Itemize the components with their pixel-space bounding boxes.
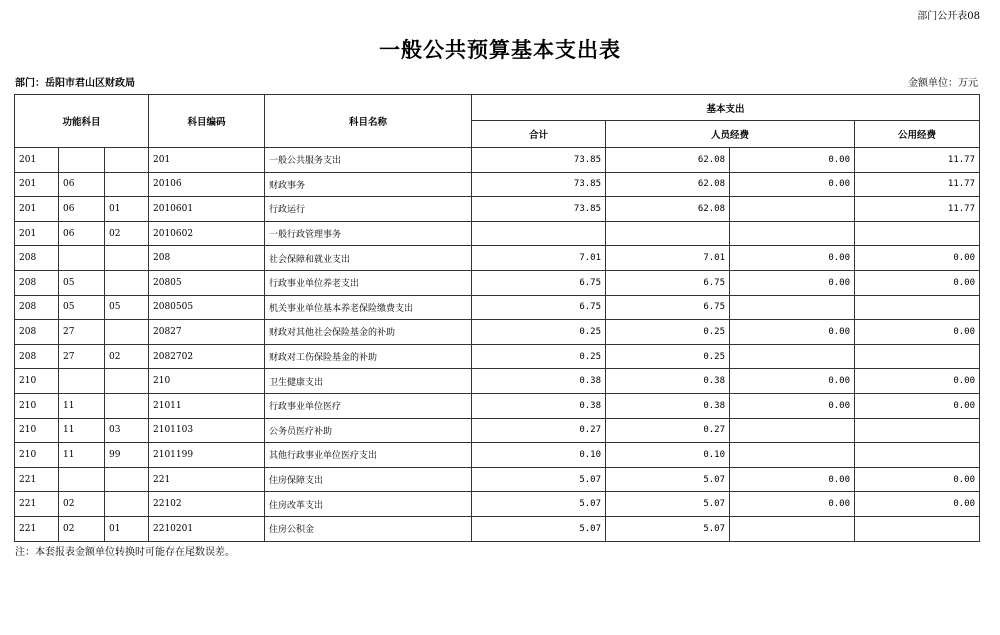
table-row bbox=[15, 344, 980, 369]
personnel-cell: 0.38 bbox=[606, 393, 730, 418]
subject-name-cell: 住房公积金 bbox=[265, 516, 472, 541]
public-cell: 0.00 bbox=[855, 270, 980, 295]
item-code-cell: 01 bbox=[105, 197, 149, 222]
class-code-cell: 208 bbox=[15, 295, 59, 320]
personnel-cell: 62.08 bbox=[606, 172, 730, 197]
header-total: 合计 bbox=[472, 121, 606, 148]
header-personnel: 人员经费 bbox=[606, 121, 855, 148]
public-cell: 0.00 bbox=[855, 320, 980, 345]
class-code-cell: 208 bbox=[15, 246, 59, 271]
class-code-cell: 208 bbox=[15, 270, 59, 295]
header-row-1 bbox=[15, 95, 980, 121]
total-cell: 0.10 bbox=[472, 443, 606, 468]
personnel-cell: 0.38 bbox=[606, 369, 730, 394]
personnel-sub-cell bbox=[730, 516, 855, 541]
public-cell bbox=[855, 295, 980, 320]
item-code-cell bbox=[105, 393, 149, 418]
table-row bbox=[15, 467, 980, 492]
class-code-cell: 221 bbox=[15, 492, 59, 517]
item-code-cell: 02 bbox=[105, 344, 149, 369]
personnel-sub-cell: 0.00 bbox=[730, 246, 855, 271]
public-cell bbox=[855, 516, 980, 541]
personnel-cell bbox=[606, 221, 730, 246]
subject-name-cell: 住房改革支出 bbox=[265, 492, 472, 517]
personnel-cell: 7.01 bbox=[606, 246, 730, 271]
subject-name-cell: 机关事业单位基本养老保险缴费支出 bbox=[265, 295, 472, 320]
personnel-sub-cell: 0.00 bbox=[730, 148, 855, 173]
public-cell: 0.00 bbox=[855, 492, 980, 517]
budget-table bbox=[14, 94, 980, 542]
personnel-sub-cell: 0.00 bbox=[730, 369, 855, 394]
public-cell bbox=[855, 221, 980, 246]
item-code-cell: 02 bbox=[105, 221, 149, 246]
class-code-cell: 208 bbox=[15, 344, 59, 369]
class-code-cell: 201 bbox=[15, 172, 59, 197]
subject-name-cell: 住房保障支出 bbox=[265, 467, 472, 492]
header-subject-name: 科目名称 bbox=[265, 95, 472, 148]
public-cell: 0.00 bbox=[855, 246, 980, 271]
personnel-cell: 6.75 bbox=[606, 295, 730, 320]
public-cell: 11.77 bbox=[855, 148, 980, 173]
table-row bbox=[15, 221, 980, 246]
subject-code-cell: 210 bbox=[149, 369, 265, 394]
table-row bbox=[15, 369, 980, 394]
class-code-cell: 210 bbox=[15, 369, 59, 394]
section-code-cell: 27 bbox=[59, 320, 105, 345]
personnel-sub-cell: 0.00 bbox=[730, 270, 855, 295]
class-code-cell: 221 bbox=[15, 467, 59, 492]
personnel-sub-cell: 0.00 bbox=[730, 172, 855, 197]
table-row bbox=[15, 516, 980, 541]
personnel-sub-cell bbox=[730, 221, 855, 246]
total-cell: 73.85 bbox=[472, 172, 606, 197]
personnel-cell: 5.07 bbox=[606, 492, 730, 517]
public-cell: 0.00 bbox=[855, 369, 980, 394]
footnote: 注：本套报表金额单位转换时可能存在尾数误差。 bbox=[15, 547, 235, 558]
subject-code-cell: 2080505 bbox=[149, 295, 265, 320]
personnel-cell: 5.07 bbox=[606, 467, 730, 492]
section-code-cell: 11 bbox=[59, 418, 105, 443]
public-cell bbox=[855, 418, 980, 443]
subject-code-cell: 2010601 bbox=[149, 197, 265, 222]
subject-name-cell: 行政运行 bbox=[265, 197, 472, 222]
total-cell: 6.75 bbox=[472, 295, 606, 320]
subject-code-cell: 2010602 bbox=[149, 221, 265, 246]
public-cell: 0.00 bbox=[855, 467, 980, 492]
subject-name-cell: 财政对其他社会保险基金的补助 bbox=[265, 320, 472, 345]
section-code-cell bbox=[59, 246, 105, 271]
subject-code-cell: 2101199 bbox=[149, 443, 265, 468]
public-cell bbox=[855, 344, 980, 369]
subject-name-cell: 财政事务 bbox=[265, 172, 472, 197]
personnel-cell: 6.75 bbox=[606, 270, 730, 295]
item-code-cell bbox=[105, 270, 149, 295]
section-code-cell: 02 bbox=[59, 492, 105, 517]
total-cell: 5.07 bbox=[472, 516, 606, 541]
section-code-cell: 06 bbox=[59, 197, 105, 222]
personnel-cell: 62.08 bbox=[606, 148, 730, 173]
table-row bbox=[15, 270, 980, 295]
subject-code-cell: 21011 bbox=[149, 393, 265, 418]
total-cell: 73.85 bbox=[472, 197, 606, 222]
total-cell: 0.27 bbox=[472, 418, 606, 443]
personnel-cell: 5.07 bbox=[606, 516, 730, 541]
personnel-sub-cell bbox=[730, 418, 855, 443]
subject-name-cell: 行政事业单位养老支出 bbox=[265, 270, 472, 295]
header-public: 公用经费 bbox=[855, 121, 980, 148]
class-code-cell: 210 bbox=[15, 393, 59, 418]
item-code-cell bbox=[105, 320, 149, 345]
section-code-cell: 11 bbox=[59, 393, 105, 418]
personnel-cell: 0.10 bbox=[606, 443, 730, 468]
personnel-sub-cell: 0.00 bbox=[730, 467, 855, 492]
total-cell: 5.07 bbox=[472, 467, 606, 492]
subject-name-cell: 其他行政事业单位医疗支出 bbox=[265, 443, 472, 468]
item-code-cell bbox=[105, 467, 149, 492]
public-cell bbox=[855, 443, 980, 468]
section-code-cell: 06 bbox=[59, 221, 105, 246]
subject-code-cell: 2082702 bbox=[149, 344, 265, 369]
item-code-cell: 99 bbox=[105, 443, 149, 468]
personnel-sub-cell bbox=[730, 295, 855, 320]
public-cell: 0.00 bbox=[855, 393, 980, 418]
personnel-cell: 62.08 bbox=[606, 197, 730, 222]
form-code: 部门公开表08 bbox=[917, 11, 980, 22]
total-cell: 0.38 bbox=[472, 393, 606, 418]
personnel-sub-cell: 0.00 bbox=[730, 320, 855, 345]
item-code-cell: 03 bbox=[105, 418, 149, 443]
personnel-cell: 0.25 bbox=[606, 344, 730, 369]
class-code-cell: 201 bbox=[15, 221, 59, 246]
personnel-sub-cell bbox=[730, 443, 855, 468]
personnel-sub-cell bbox=[730, 197, 855, 222]
total-cell: 0.38 bbox=[472, 369, 606, 394]
table-row bbox=[15, 492, 980, 517]
table-row bbox=[15, 295, 980, 320]
table-row bbox=[15, 418, 980, 443]
personnel-cell: 0.25 bbox=[606, 320, 730, 345]
subject-code-cell: 20827 bbox=[149, 320, 265, 345]
public-cell: 11.77 bbox=[855, 172, 980, 197]
subject-code-cell: 22102 bbox=[149, 492, 265, 517]
subject-name-cell: 公务员医疗补助 bbox=[265, 418, 472, 443]
class-code-cell: 210 bbox=[15, 418, 59, 443]
subject-code-cell: 221 bbox=[149, 467, 265, 492]
total-cell bbox=[472, 221, 606, 246]
section-code-cell: 05 bbox=[59, 270, 105, 295]
total-cell: 7.01 bbox=[472, 246, 606, 271]
section-code-cell bbox=[59, 148, 105, 173]
subject-code-cell: 20805 bbox=[149, 270, 265, 295]
amount-unit-label: 金额单位：万元 bbox=[908, 78, 978, 89]
class-code-cell: 201 bbox=[15, 148, 59, 173]
personnel-sub-cell: 0.00 bbox=[730, 393, 855, 418]
item-code-cell bbox=[105, 369, 149, 394]
header-basic-expenditure: 基本支出 bbox=[472, 95, 980, 121]
table-row bbox=[15, 443, 980, 468]
subject-code-cell: 2210201 bbox=[149, 516, 265, 541]
total-cell: 73.85 bbox=[472, 148, 606, 173]
subject-code-cell: 208 bbox=[149, 246, 265, 271]
class-code-cell: 201 bbox=[15, 197, 59, 222]
subject-code-cell: 2101103 bbox=[149, 418, 265, 443]
table-row bbox=[15, 172, 980, 197]
budget-table-body bbox=[15, 148, 980, 542]
item-code-cell bbox=[105, 148, 149, 173]
section-code-cell: 27 bbox=[59, 344, 105, 369]
personnel-sub-cell bbox=[730, 344, 855, 369]
subject-code-cell: 20106 bbox=[149, 172, 265, 197]
item-code-cell bbox=[105, 172, 149, 197]
subject-name-cell: 财政对工伤保险基金的补助 bbox=[265, 344, 472, 369]
table-row bbox=[15, 246, 980, 271]
class-code-cell: 210 bbox=[15, 443, 59, 468]
table-row bbox=[15, 393, 980, 418]
item-code-cell: 05 bbox=[105, 295, 149, 320]
total-cell: 0.25 bbox=[472, 344, 606, 369]
personnel-cell: 0.27 bbox=[606, 418, 730, 443]
item-code-cell: 01 bbox=[105, 516, 149, 541]
total-cell: 0.25 bbox=[472, 320, 606, 345]
total-cell: 6.75 bbox=[472, 270, 606, 295]
subject-code-cell: 201 bbox=[149, 148, 265, 173]
class-code-cell: 221 bbox=[15, 516, 59, 541]
item-code-cell bbox=[105, 492, 149, 517]
table-row bbox=[15, 320, 980, 345]
page-title: 一般公共预算基本支出表 bbox=[379, 37, 621, 62]
section-code-cell: 11 bbox=[59, 443, 105, 468]
subject-name-cell: 一般行政管理事务 bbox=[265, 221, 472, 246]
table-row bbox=[15, 197, 980, 222]
subject-name-cell: 行政事业单位医疗 bbox=[265, 393, 472, 418]
header-subject-code: 科目编码 bbox=[149, 95, 265, 148]
department-label: 部门：岳阳市君山区财政局 bbox=[15, 78, 135, 89]
table-row bbox=[15, 148, 980, 173]
public-cell: 11.77 bbox=[855, 197, 980, 222]
section-code-cell: 02 bbox=[59, 516, 105, 541]
personnel-sub-cell: 0.00 bbox=[730, 492, 855, 517]
header-functional-subject: 功能科目 bbox=[15, 95, 149, 148]
section-code-cell: 06 bbox=[59, 172, 105, 197]
subject-name-cell: 一般公共服务支出 bbox=[265, 148, 472, 173]
item-code-cell bbox=[105, 246, 149, 271]
section-code-cell: 05 bbox=[59, 295, 105, 320]
subject-name-cell: 卫生健康支出 bbox=[265, 369, 472, 394]
subject-name-cell: 社会保障和就业支出 bbox=[265, 246, 472, 271]
section-code-cell bbox=[59, 467, 105, 492]
total-cell: 5.07 bbox=[472, 492, 606, 517]
section-code-cell bbox=[59, 369, 105, 394]
class-code-cell: 208 bbox=[15, 320, 59, 345]
